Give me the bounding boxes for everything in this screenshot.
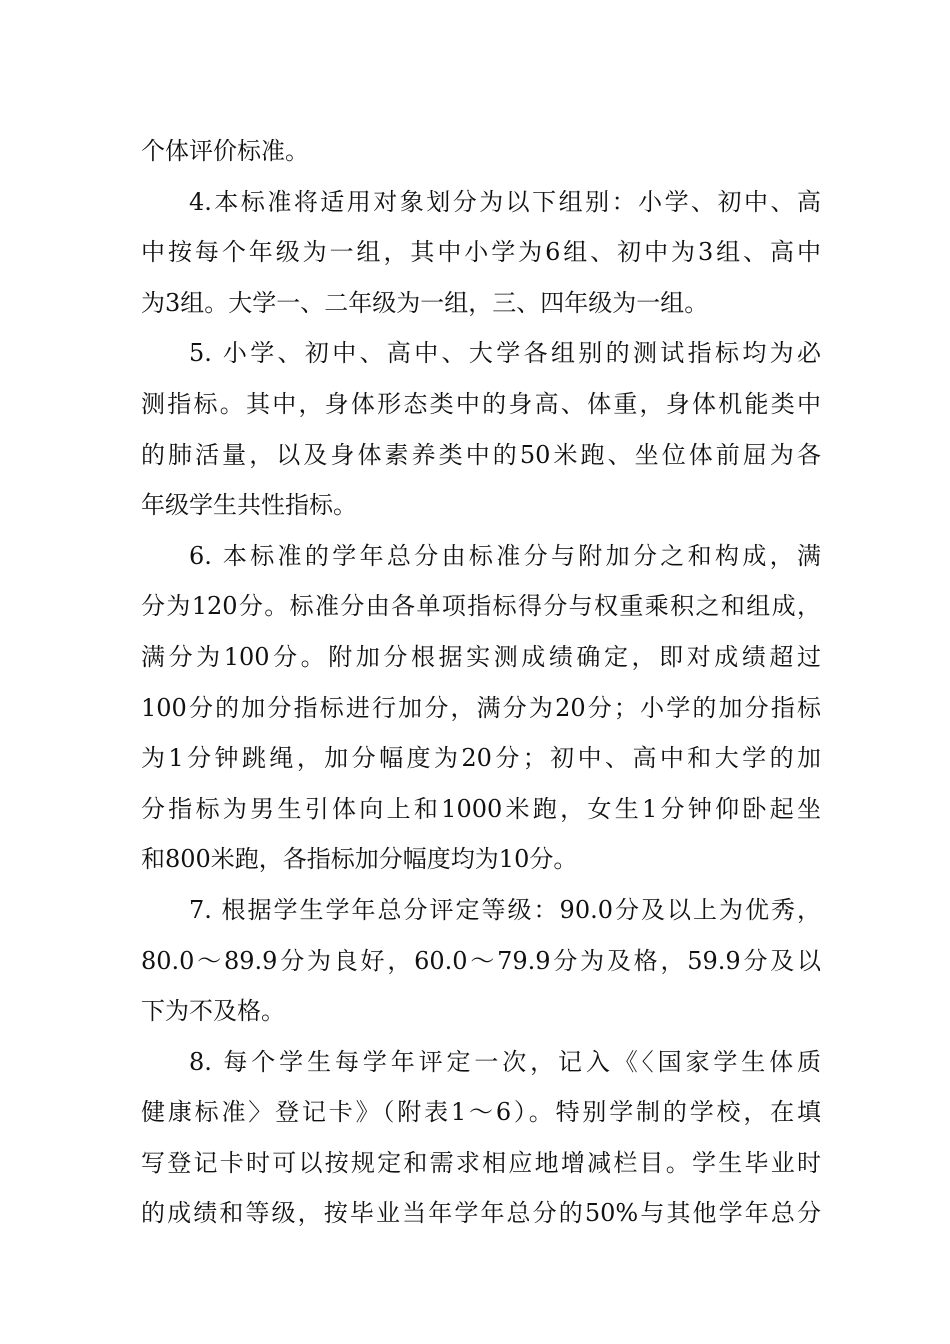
text-line: 为1分钟跳绳，加分幅度为20分；初中、高中和大学的加 <box>141 744 821 773</box>
text-line: 7. 根据学生学年总分评定等级：90.0分及以上为优秀， <box>189 895 821 924</box>
text-line: 中按每个年级为一组，其中小学为6组、初中为3组、高中 <box>141 238 821 267</box>
text-line: 80.0～89.9分为良好，60.0～79.9分为及格，59.9分及以 <box>141 946 821 975</box>
text-line: 分为120分。标准分由各单项指标得分与权重乘积之和组成， <box>141 592 821 621</box>
text-line: 健康标准〉登记卡》（附表1～6）。特别学制的学校，在填 <box>141 1098 821 1127</box>
text-line: 测指标。其中，身体形态类中的身高、体重，身体机能类中 <box>141 389 821 418</box>
text-line: 4.本标准将适用对象划分为以下组别：小学、初中、高 <box>189 187 821 216</box>
text-line: 和800米跑，各指标加分幅度均为10分。 <box>141 845 578 874</box>
text-line: 的肺活量，以及身体素养类中的50米跑、坐位体前屈为各 <box>141 440 821 469</box>
text-line: 下为不及格。 <box>141 997 285 1026</box>
text-line: 分指标为男生引体向上和1000米跑，女生1分钟仰卧起坐 <box>141 794 821 823</box>
text-line: 满分为100分。附加分根据实测成绩确定，即对成绩超过 <box>141 642 821 671</box>
text-line: 5. 小学、初中、高中、大学各组别的测试指标均为必 <box>189 339 821 368</box>
text-line: 为3组。大学一、二年级为一组，三、四年级为一组。 <box>141 288 709 317</box>
text-line: 写登记卡时可以按规定和需求相应地增减栏目。学生毕业时 <box>141 1148 821 1177</box>
text-line: 个体评价标准。 <box>141 137 309 165</box>
text-line: 的成绩和等级，按毕业当年学年总分的50%与其他学年总分 <box>141 1199 821 1228</box>
text-line: 100分的加分指标进行加分，满分为20分；小学的加分指标 <box>141 693 821 722</box>
text-line: 8. 每个学生每学年评定一次，记入《〈国家学生体质 <box>189 1047 821 1076</box>
text-line: 6. 本标准的学年总分由标准分与附加分之和构成，满 <box>189 541 821 570</box>
text-line: 年级学生共性指标。 <box>141 491 357 520</box>
body-text <box>141 126 821 1239</box>
